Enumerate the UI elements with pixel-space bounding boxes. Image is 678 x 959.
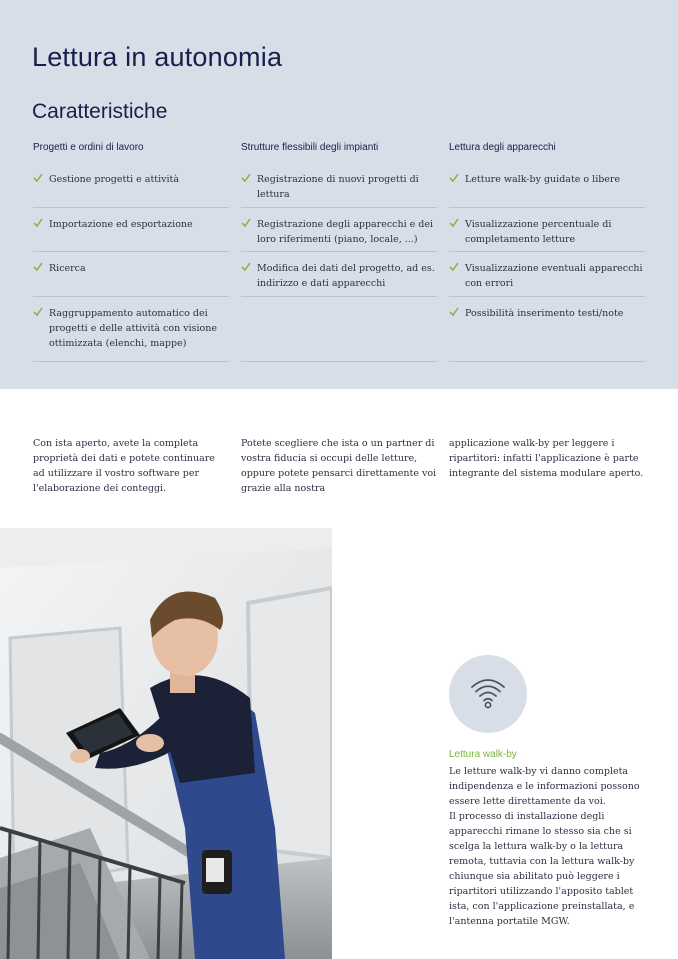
feature-item <box>241 208 437 253</box>
feature-item-label: Possibilità inserimento testi/note <box>465 307 624 319</box>
check-icon <box>33 261 43 273</box>
feature-column-projects <box>33 141 229 362</box>
check-icon <box>449 261 459 273</box>
feature-item-label: Visualizzazione eventuali apparecchi con errori <box>465 263 643 289</box>
feature-item-label: Visualizzazione percentuale di completamento letture <box>465 218 612 245</box>
features-panel <box>0 0 678 389</box>
walkby-description <box>449 764 654 929</box>
walkby-paragraph: Il processo di installazione degli apparecchi rimane lo stesso sia che si scelga la lettura walk-by o la lettura remota, tuttavia con la lettura walk-by chiunque sia abilitato può leggere i ripartitori utilizzando l'apposito tablet ista, con l'applicazione preinstallata, e l'antenna portatile MGW. <box>449 811 635 927</box>
wifi-signal-icon <box>449 655 527 733</box>
feature-item-label: Ricerca <box>49 263 86 274</box>
section-title: Caratteristiche <box>32 100 168 123</box>
feature-item <box>33 208 229 253</box>
column-heading: Progetti e ordini di lavoro <box>33 142 144 153</box>
feature-item <box>449 297 645 362</box>
feature-item <box>241 163 437 208</box>
walkby-title: Lettura walk-by <box>449 749 517 760</box>
feature-item <box>33 297 229 362</box>
feature-item-label: Registrazione di nuovi progetti di lettura <box>257 174 419 200</box>
feature-item-label: Raggruppamento automatico dei progetti e delle attività con visione ottimizzata (elenchi, mappe) <box>49 307 218 349</box>
feature-item-label: Modifica dei dati del progetto, ad es. indirizzo e dati apparecchi <box>257 263 435 289</box>
feature-item <box>449 252 645 297</box>
page-title: Lettura in autonomia <box>32 42 283 72</box>
check-icon <box>241 261 251 273</box>
technician-photo <box>0 528 332 959</box>
feature-column-reading <box>449 141 645 362</box>
feature-item-label: Registrazione degli apparecchi e dei loro riferimenti (piano, locale, ...) <box>257 218 434 245</box>
intro-text-col3: applicazione walk-by per leggere i ripartitori: infatti l'applicazione è parte integrante del sistema modulare aperto. <box>449 438 644 479</box>
feature-item-label: Gestione progetti e attività <box>49 174 180 185</box>
feature-item-label: Letture walk-by guidate o libere <box>465 174 621 185</box>
feature-item-empty <box>241 297 437 362</box>
check-icon <box>241 172 251 184</box>
check-icon <box>449 172 459 184</box>
feature-column-structures <box>241 141 437 362</box>
intro-text-col2: Potete scegliere che ista o un partner di vostra fiducia si occupi delle letture, oppure potete pensarci direttamente voi grazie alla nostra <box>241 438 437 494</box>
check-icon <box>33 172 43 184</box>
technician-illustration <box>0 528 332 959</box>
feature-item <box>449 208 645 253</box>
column-heading: Lettura degli apparecchi <box>449 142 556 153</box>
column-heading: Strutture flessibili degli impianti <box>241 142 379 153</box>
check-icon <box>33 217 43 229</box>
check-icon <box>33 306 43 318</box>
feature-item <box>33 163 229 208</box>
walkby-icon-badge <box>449 655 527 733</box>
feature-item-label: Importazione ed esportazione <box>49 218 193 230</box>
check-icon <box>449 217 459 229</box>
walkby-paragraph: Le letture walk-by vi danno completa indipendenza e le informazioni possono essere lette direttamente da voi. <box>449 766 640 807</box>
feature-item <box>241 252 437 297</box>
feature-item <box>33 252 229 297</box>
check-icon <box>241 217 251 229</box>
intro-text-col1: Con ista aperto, avete la completa proprietà dei dati e potete continuare ad utilizzare il vostro software per l'elaborazione dei conteggi. <box>33 438 215 494</box>
feature-item <box>449 163 645 208</box>
check-icon <box>449 306 459 318</box>
